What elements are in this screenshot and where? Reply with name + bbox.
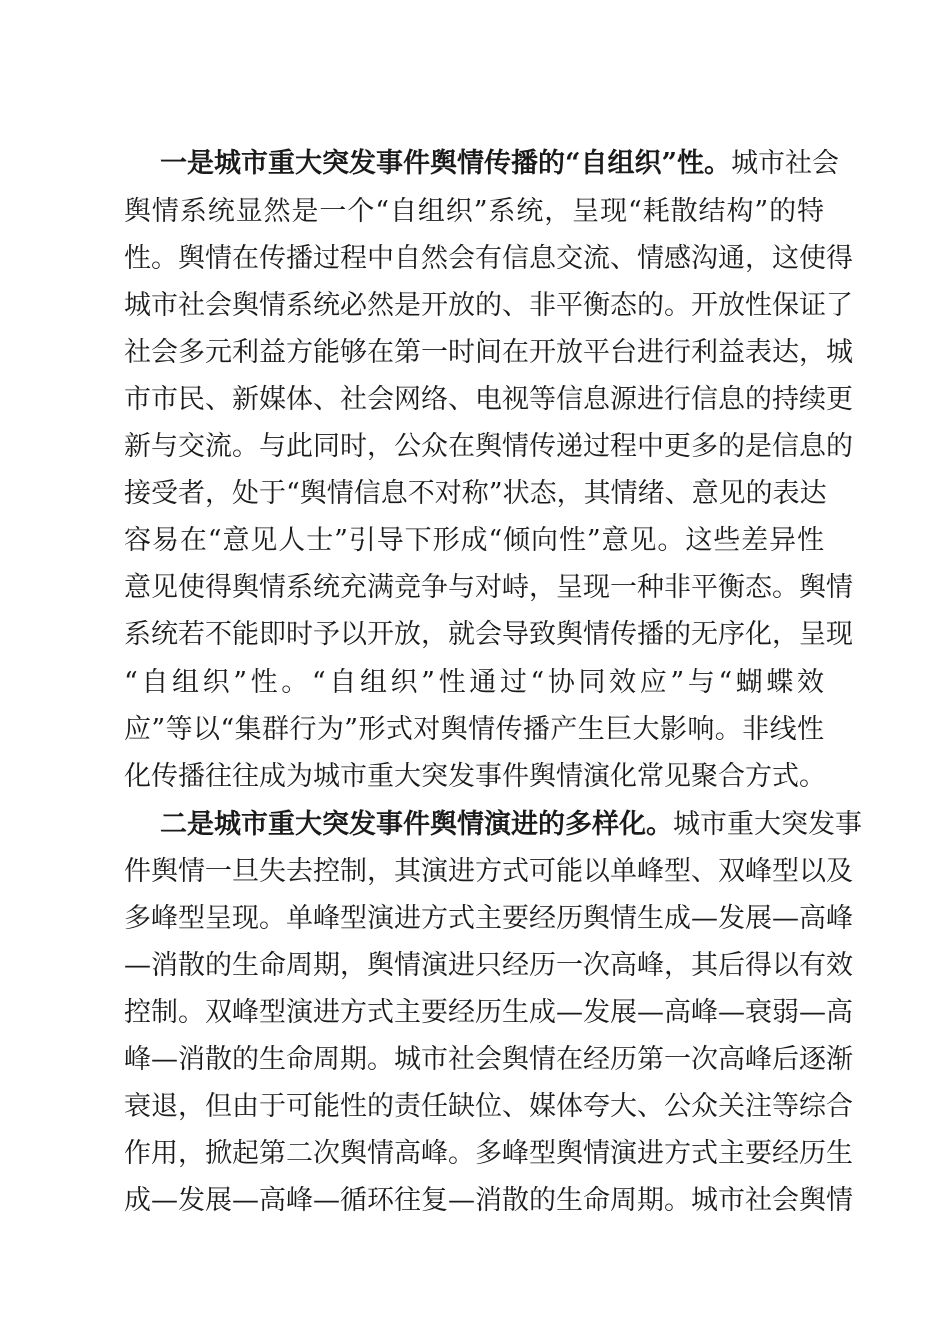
paragraph-1-line: 意见使得舆情系统充满竞争与对峙，呈现一种非平衡态。舆情 <box>124 572 853 603</box>
paragraph-1-line: 舆情系统显然是一个“自组织”系统，呈现“耗散结构”的特 <box>124 196 824 227</box>
paragraph-2-line: —消散的生命周期，舆情演进只经历一次高峰，其后得以有效 <box>124 950 853 981</box>
paragraph-1-line: “自组织”性。“自组织”性通过“协同效应”与“蝴蝶效 <box>124 667 824 698</box>
paragraph-1-line: 接受者，处于“舆情信息不对称”状态，其情绪、意见的表达 <box>124 478 827 509</box>
paragraph-1-line: 容易在“意见人士”引导下形成“倾向性”意见。这些差异性 <box>124 525 824 556</box>
paragraph-1-first-line <box>160 142 840 186</box>
paragraph-1-line: 市市民、新媒体、社会网络、电视等信息源进行信息的持续更 <box>124 384 853 415</box>
paragraph-2-line: 峰—消散的生命周期。城市社会舆情在经历第一次高峰后逐渐 <box>124 1044 853 1075</box>
paragraph-1-line: 社会多元利益方能够在第一时间在开放平台进行利益表达，城 <box>124 337 853 368</box>
paragraph-2-line: 衰退，但由于可能性的责任缺位、媒体夸大、公众关注等综合 <box>124 1091 853 1122</box>
paragraph-1-first-rest: 城市社会 <box>731 148 840 179</box>
paragraph-1-line: 新与交流。与此同时，公众在舆情传递过程中更多的是信息的 <box>124 431 853 462</box>
paragraph-2-first-line <box>160 803 862 847</box>
paragraph-2-first-rest: 城市重大突发事 <box>673 809 862 840</box>
paragraph-1-line: 性。舆情在传播过程中自然会有信息交流、情感沟通，这使得 <box>124 243 853 274</box>
paragraph-1-line: 城市社会舆情系统必然是开放的、非平衡态的。开放性保证了 <box>124 290 853 321</box>
paragraph-2-line: 作用，掀起第二次舆情高峰。多峰型舆情演进方式主要经历生 <box>124 1138 853 1169</box>
paragraph-2-line: 成—发展—高峰—循环往复—消散的生命周期。城市社会舆情 <box>124 1185 853 1216</box>
paragraph-2-line: 件舆情一旦失去控制，其演进方式可能以单峰型、双峰型以及 <box>124 856 853 887</box>
paragraph-1-line: 应”等以“集群行为”形式对舆情传播产生巨大影响。非线性 <box>124 714 824 745</box>
paragraph-1-line: 系统若不能即时予以开放，就会导致舆情传播的无序化，呈现 <box>124 619 853 650</box>
paragraph-2-line: 控制。双峰型演进方式主要经历生成—发展—高峰—衰弱—高 <box>124 997 853 1028</box>
paragraph-2-line: 多峰型呈现。单峰型演进方式主要经历舆情生成—发展—高峰 <box>124 903 853 934</box>
paragraph-1-last-line: 化传播往往成为城市重大突发事件舆情演化常见聚合方式。 <box>124 761 826 792</box>
paragraph-1-lead: 一是城市重大突发事件舆情传播的“自组织”性。 <box>160 148 732 179</box>
paragraph-2-lead: 二是城市重大突发事件舆情演进的多样化。 <box>160 809 673 840</box>
